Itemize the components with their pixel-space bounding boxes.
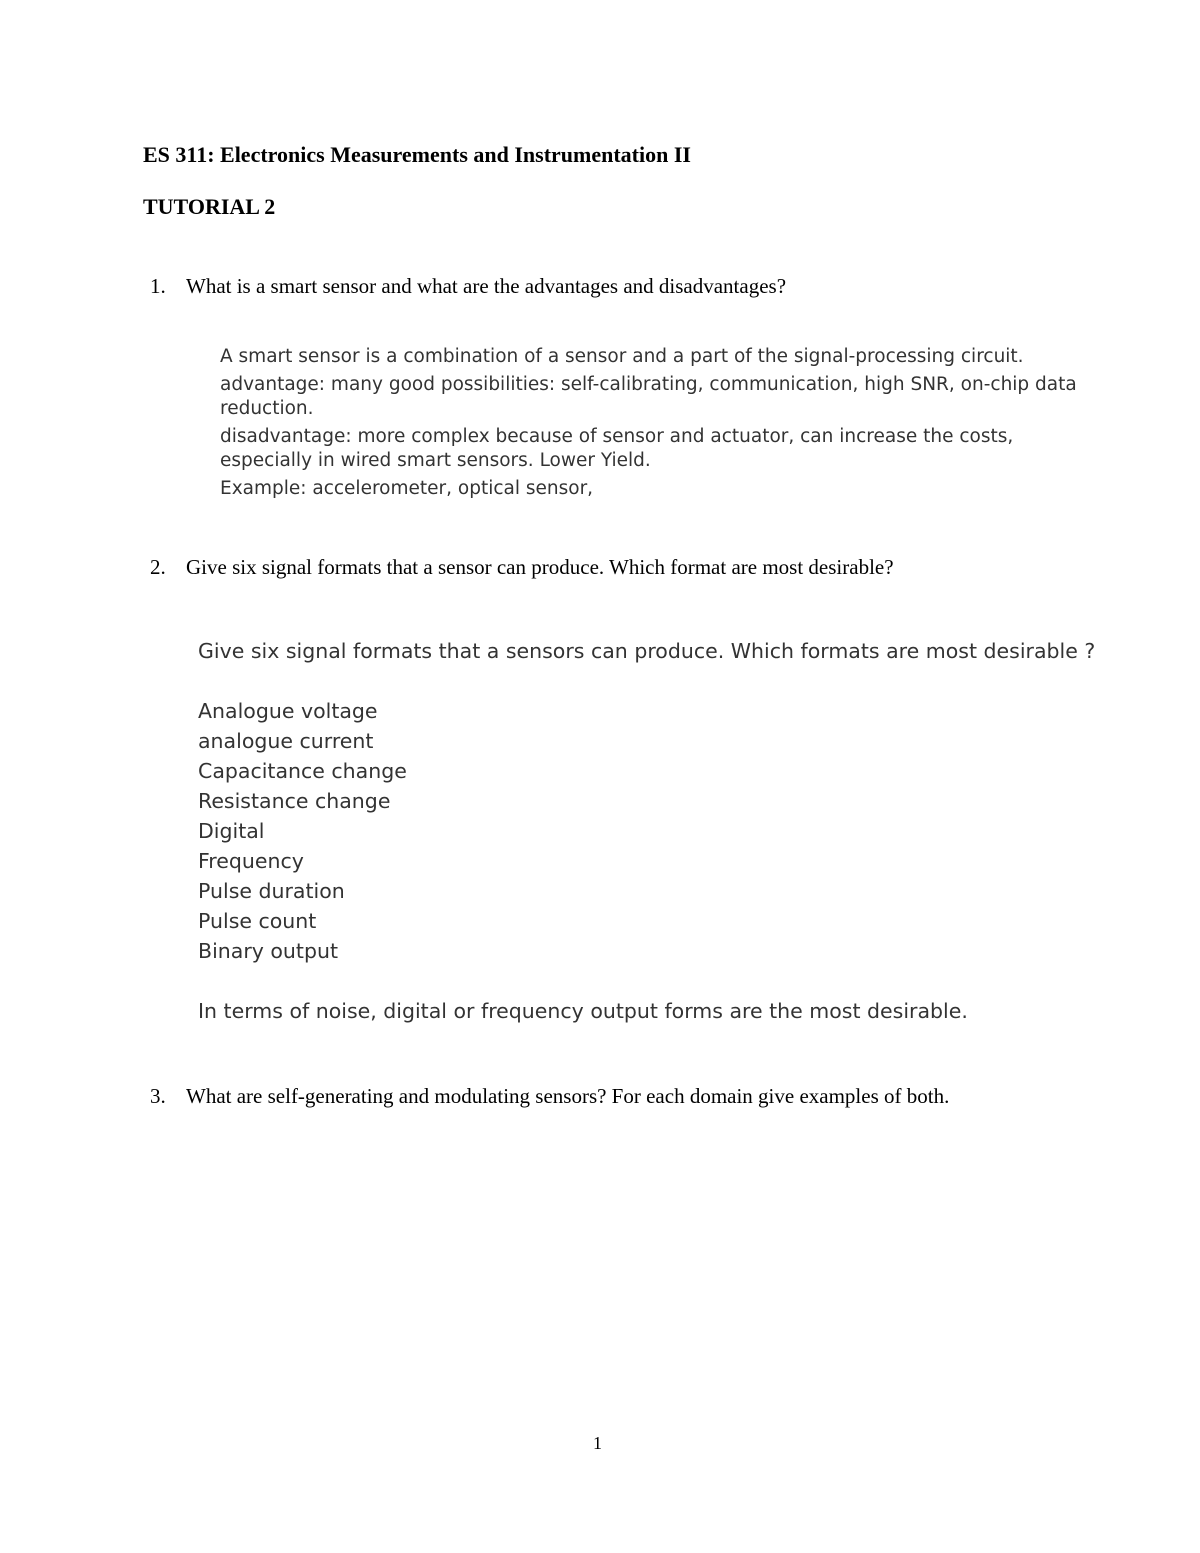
question-number: 3. bbox=[150, 1084, 166, 1108]
document-title: ES 311: Electronics Measurements and Instrumentation II bbox=[143, 142, 691, 167]
signal-format-item: Pulse duration bbox=[198, 879, 345, 903]
answer-heading: Give six signal formats that a sensors can produce. Which formats are most desirable ? bbox=[198, 639, 1096, 663]
signal-format-item: Pulse count bbox=[198, 909, 317, 933]
question-number: 1. bbox=[150, 274, 166, 298]
question-text: What are self-generating and modulating sensors? For each domain give examples of both. bbox=[186, 1084, 950, 1108]
signal-format-item: analogue current bbox=[198, 729, 374, 753]
signal-format-item: Capacitance change bbox=[198, 759, 407, 783]
answer-line: disadvantage: more complex because of sensor and actuator, can increase the costs, bbox=[220, 426, 1014, 447]
tutorial-heading: TUTORIAL 2 bbox=[143, 194, 276, 219]
answer-line: reduction. bbox=[220, 398, 314, 419]
question-text: Give six signal formats that a sensor can produce. Which format are most desirable? bbox=[186, 555, 894, 579]
signal-format-item: Binary output bbox=[198, 939, 339, 963]
answer-2-block bbox=[198, 636, 1095, 1026]
answer-line: A smart sensor is a combination of a sensor and a part of the signal-processing circuit. bbox=[220, 346, 1024, 367]
signal-format-item: Digital bbox=[198, 819, 265, 843]
answer-line: especially in wired smart sensors. Lower Yield. bbox=[220, 450, 651, 471]
question-text: What is a smart sensor and what are the advantages and disadvantages? bbox=[186, 274, 787, 298]
question-number: 2. bbox=[150, 555, 166, 579]
signal-format-item: Resistance change bbox=[198, 789, 391, 813]
answer-line: advantage: many good possibilities: self-calibrating, communication, high SNR, on-chip data bbox=[220, 374, 1077, 395]
signal-format-item: Analogue voltage bbox=[198, 699, 378, 723]
signal-format-item: Frequency bbox=[198, 849, 304, 873]
page-number: 1 bbox=[593, 1433, 602, 1453]
answer-1-block bbox=[220, 343, 1077, 503]
answer-conclusion: In terms of noise, digital or frequency output forms are the most desirable. bbox=[198, 999, 968, 1023]
answer-line: Example: accelerometer, optical sensor, bbox=[220, 478, 594, 499]
